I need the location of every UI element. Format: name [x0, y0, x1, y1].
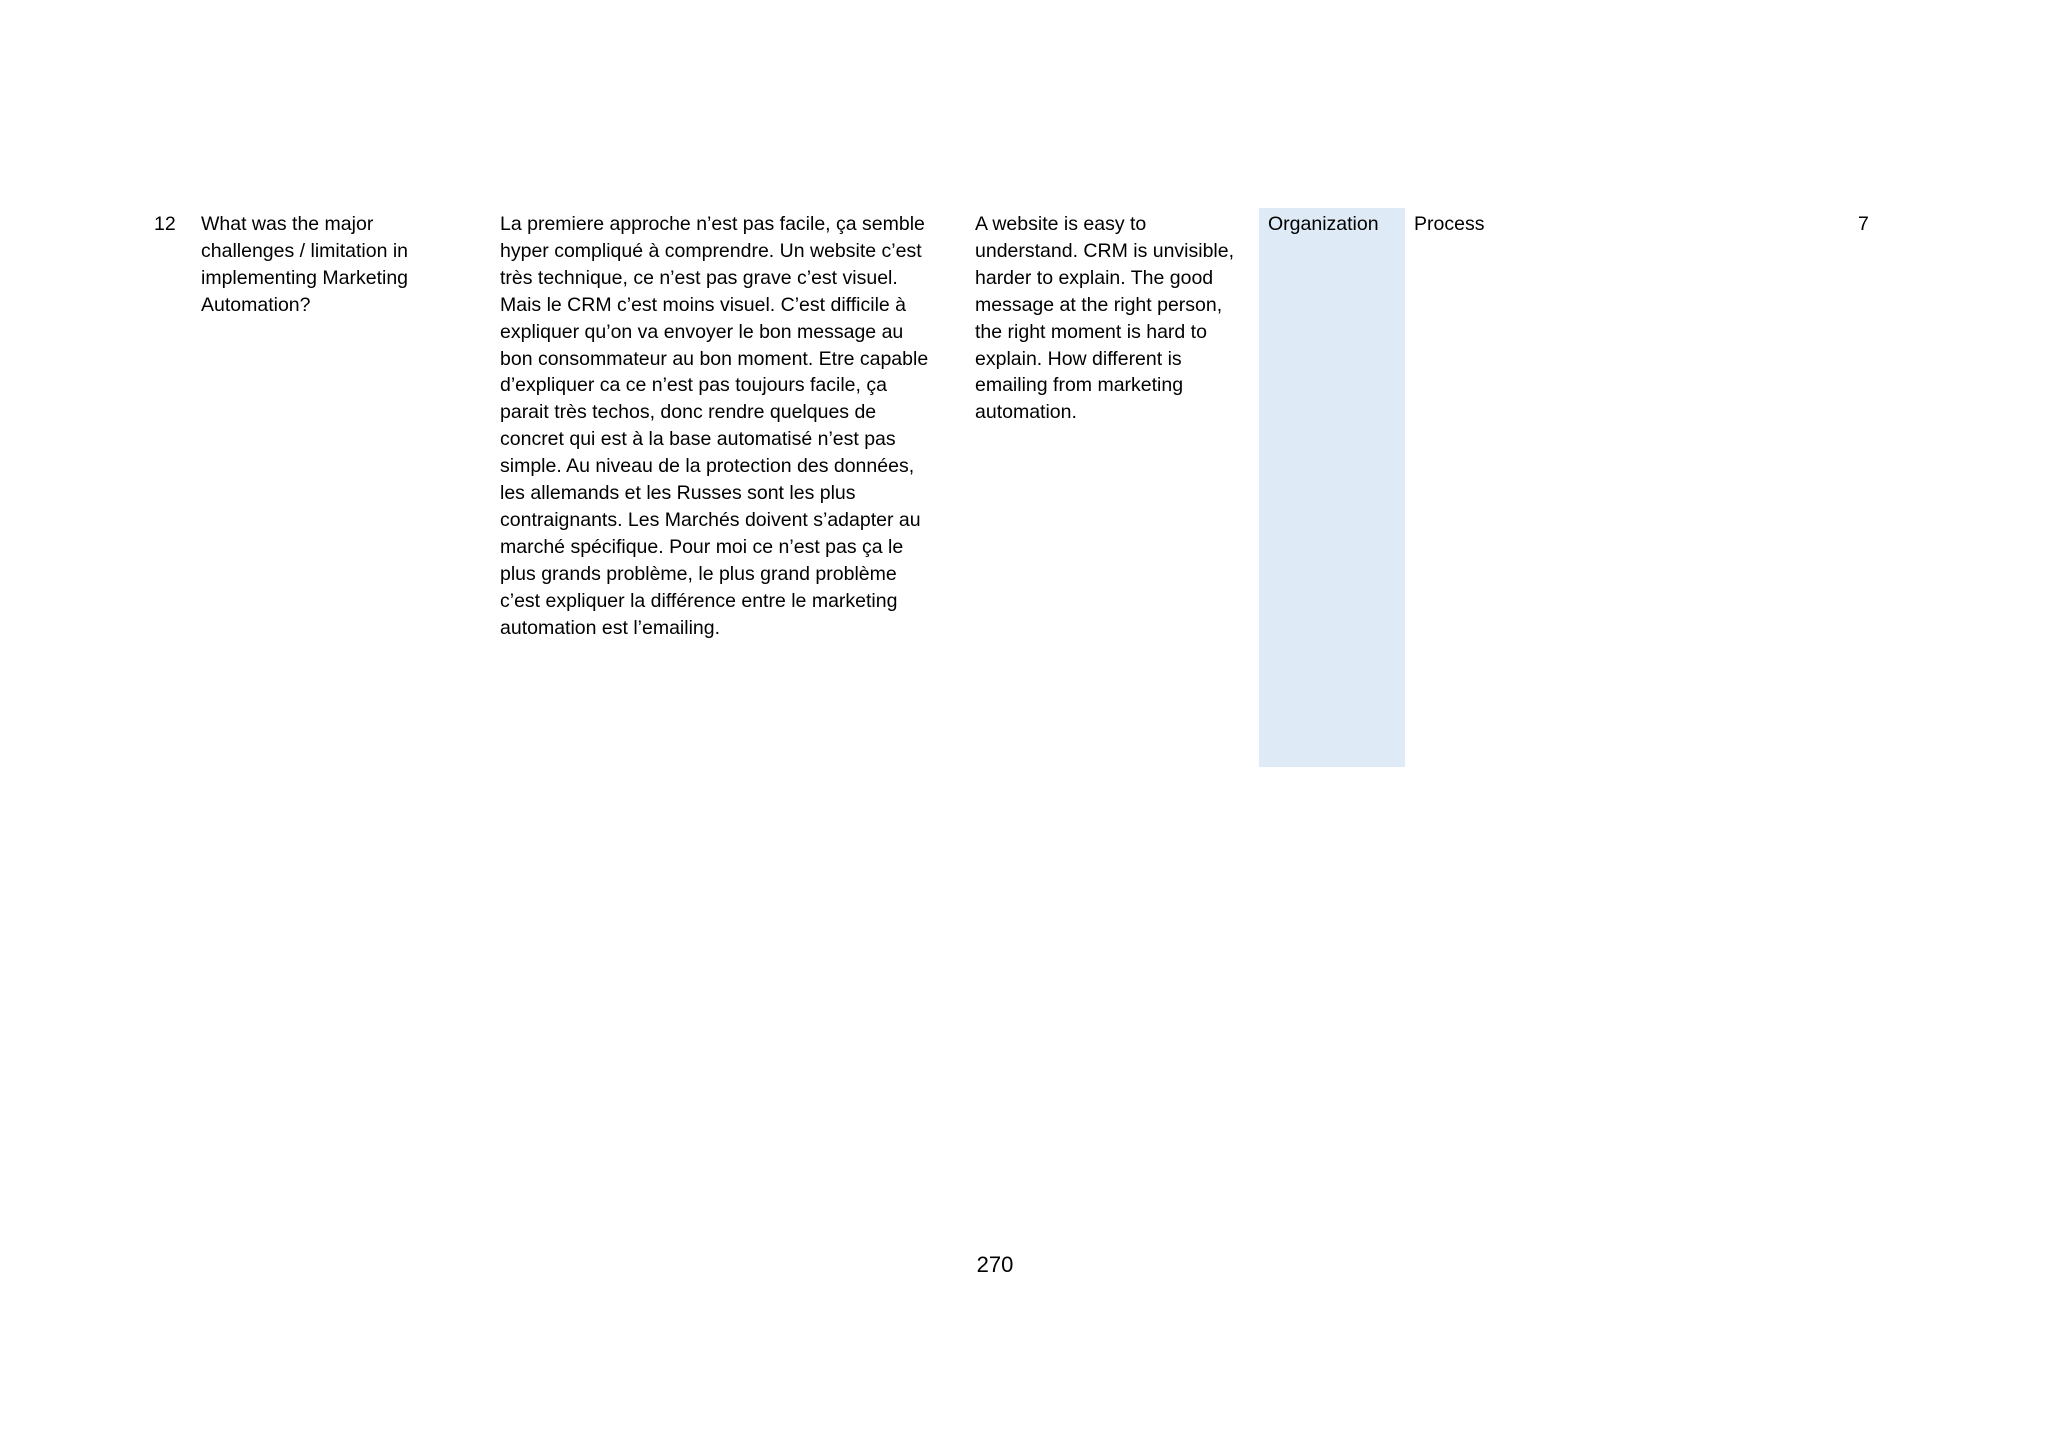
row-number: 12 [154, 213, 176, 235]
answer-english-summary: A website is easy to understand. CRM is unvisible, harder to explain. The good message at the right person, the right moment is hard to explain. How different is emailing from marketing automation. [975, 213, 1235, 424]
answer-french: La premiere approche n’est pas facile, ça semble hyper compliqué à comprendre. Un website c’est très technique, ce n’est pas grave c’est visuel. Mais le CRM c’est moins visuel. C’est difficile à expliquer qu’on va envoyer le bon message au bon consommateur au bon moment. Etre capable d’expliquer ca ce n’est pas toujours facile, ça parait très techos, donc rendre quelques de concret qui est à la base automatisé n’est pas simple. Au niveau de la protection des données, les allemands et les Russes sont les plus contraignants. Les Marchés doivent s’adapter au marché spécifique. Pour moi ce n’est pas ça le plus grands problème, le plus grand problème c’est expliquer la différence entre le marketing automation est l’emailing. [500, 213, 929, 639]
category-label: Organization [1268, 213, 1379, 235]
interview-question: What was the major challenges / limitation in implementing Marketing Automation? [201, 213, 409, 316]
count-value: 7 [1858, 213, 1869, 235]
table-row [0, 208, 2048, 768]
category-cell [1259, 208, 1405, 767]
subcategory-label: Process [1414, 213, 1485, 235]
page-number: 270 [976, 1252, 1014, 1277]
